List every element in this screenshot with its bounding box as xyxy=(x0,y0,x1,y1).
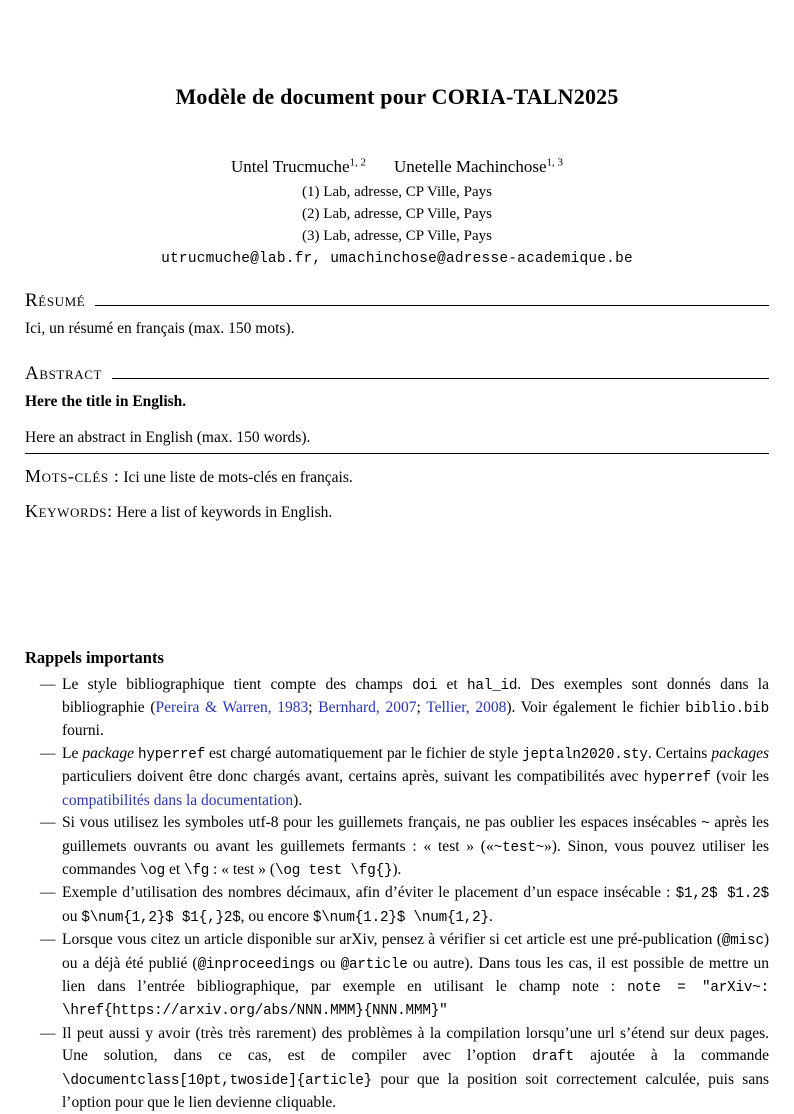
text-segment: fourni. xyxy=(62,722,104,740)
text-segment: , ou encore xyxy=(240,907,313,925)
text-segment: $\num{1,2}$ $1{,}2$ xyxy=(81,909,241,926)
item-dash-marker: — xyxy=(40,814,56,832)
inline-link[interactable]: Bernhard, 2007 xyxy=(318,699,417,717)
text-segment: ). xyxy=(293,791,303,809)
affiliation-line: (2) Lab, adresse, CP Ville, Pays xyxy=(302,205,492,222)
keywords-text: Here a list of keywords in English. xyxy=(116,503,333,521)
resume-label: Résumé xyxy=(25,289,86,311)
text-segment: : « test » ( xyxy=(209,860,276,878)
item-dash-marker: — xyxy=(40,1024,56,1042)
text-segment: \og xyxy=(139,862,166,879)
paper-title: Modèle de document pour CORIA-TALN2025 xyxy=(175,84,619,109)
text-segment: \fg xyxy=(184,862,210,879)
resume-section-header xyxy=(25,291,769,310)
text-segment: note = "arXiv~: \href{https://arxiv.org/abs/NNN.MMM}{NNN.MMM}" xyxy=(62,979,769,1020)
text-segment: pour que la position soit correctement calculée, puis sans l’option pour que le lien devienne cliquable. xyxy=(62,1070,769,1111)
text-segment: hal_id xyxy=(467,677,518,694)
affiliation-line: (1) Lab, adresse, CP Ville, Pays xyxy=(302,183,492,200)
text-segment: . xyxy=(488,907,493,925)
list-item xyxy=(25,1023,769,1114)
resume-rule xyxy=(95,305,769,306)
author xyxy=(231,157,366,176)
item-text xyxy=(62,1023,769,1114)
text-segment: après les guillemets ouvrants ou avant les guillemets fermants : « test » (« xyxy=(62,814,770,855)
author-affiliation-sup: 1, 3 xyxy=(546,156,563,168)
text-segment: \og test \fg{} xyxy=(275,862,393,879)
authors-line xyxy=(25,156,769,177)
text-segment: hyperref xyxy=(643,770,711,787)
text-segment: »). Sinon, vous pouvez utiliser les commandes xyxy=(62,837,769,878)
text-segment: et xyxy=(437,675,468,693)
inline-link[interactable]: Tellier, 2008 xyxy=(426,699,507,717)
item-text xyxy=(62,743,769,812)
author xyxy=(394,157,563,176)
text-segment: ). Voir également le fichier xyxy=(506,699,686,717)
text-segment: package xyxy=(82,744,134,762)
keywords-label: Keywords: xyxy=(25,500,113,521)
text-segment: ou xyxy=(314,954,341,972)
text-segment: ou autre). Dans tous les cas, il est possible de mettre un lien dans l’entrée bibliographique, par exemple en utilisant le champ note : xyxy=(62,954,770,995)
resume-text: Ici, un résumé en français (max. 150 mots). xyxy=(25,319,295,337)
item-dash-marker: — xyxy=(40,675,56,693)
item-text xyxy=(62,674,769,743)
keywords-line xyxy=(25,502,769,524)
text-segment: . Des exemples sont donnés dans la bibliographie ( xyxy=(62,675,769,717)
text-segment: jeptaln2020.sty xyxy=(522,746,648,763)
text-segment: hyperref xyxy=(137,746,206,763)
text-segment: $\num{1.2}$ \num{1,2} xyxy=(312,909,489,926)
abstract-text: Here an abstract in English (max. 150 words). xyxy=(25,427,769,454)
item-text xyxy=(62,812,769,882)
text-segment: \documentclass[10pt,twoside]{article} xyxy=(62,1072,373,1089)
affiliations-block xyxy=(25,181,769,247)
text-segment: Le xyxy=(62,744,83,762)
text-segment: ; xyxy=(416,699,427,717)
author-name: Unetelle Machinchose xyxy=(394,156,547,176)
list-item xyxy=(25,674,769,743)
text-segment: particuliers doivent être donc chargés avant, certains après, suivant les compatibilités avec xyxy=(62,768,644,786)
text-segment: et xyxy=(165,860,184,878)
inline-link[interactable]: compatibilités dans la documentation xyxy=(62,791,294,809)
text-segment: (voir les xyxy=(710,768,769,786)
abstract-label: Abstract xyxy=(25,362,103,384)
abstract-section-header xyxy=(25,364,769,383)
text-segment: Le style bibliographique tient compte des champs xyxy=(62,675,413,693)
text-segment: biblio.bib xyxy=(685,701,769,718)
list-item xyxy=(25,882,769,929)
email-line: utrucmuche@lab.fr, umachinchose@adresse-academique.be xyxy=(161,250,633,267)
item-dash-marker: — xyxy=(40,884,56,902)
item-text xyxy=(62,929,769,1023)
motscles-line xyxy=(25,467,769,489)
motscles-label: Mots-clés : xyxy=(25,465,120,486)
author-affiliation-sup: 1, 2 xyxy=(349,156,367,168)
author-name: Untel Trucmuche xyxy=(231,156,350,176)
text-segment: ~test~ xyxy=(493,839,545,856)
text-segment: Lorsque vous citez un article disponible sur arXiv, pensez à vérifier si cet article est une pré-publication ( xyxy=(62,931,722,949)
text-segment: Il peut aussi y avoir (très très rarement) des problèmes à la compilation lorsqu’une url s’étend sur deux pages. Une solution, dans ce cas, est de compiler avec l’option xyxy=(62,1024,769,1065)
text-segment: ou xyxy=(62,907,82,925)
text-segment: packages xyxy=(711,744,769,762)
text-segment: doi xyxy=(412,677,438,694)
text-segment: @article xyxy=(340,956,408,973)
motscles-text: Ici une liste de mots-clés en français. xyxy=(123,468,353,486)
text-segment: draft xyxy=(532,1049,575,1066)
item-dash-marker: — xyxy=(40,931,56,949)
text-segment: ; xyxy=(308,699,319,717)
affiliation-line: (3) Lab, adresse, CP Ville, Pays xyxy=(302,227,492,244)
list-item xyxy=(25,812,769,882)
text-segment: $1,2$ $1.2$ xyxy=(675,886,769,903)
reminders-list xyxy=(25,674,769,1114)
text-segment: ) ou a déjà été publié ( xyxy=(62,931,769,972)
text-segment: . Certains xyxy=(647,744,712,762)
item-text xyxy=(62,882,769,929)
english-title: Here the title in English. xyxy=(25,392,187,410)
list-item xyxy=(25,929,769,1023)
inline-link[interactable]: Pereira & Warren, 1983 xyxy=(155,699,309,717)
text-segment: ~ xyxy=(701,816,710,833)
list-item xyxy=(25,743,769,812)
text-segment: ajoutée à la commande xyxy=(574,1047,769,1065)
text-segment: Si vous utilisez les symboles utf-8 pour les guillemets français, ne pas oublier les espaces insécables xyxy=(62,814,702,832)
abstract-rule xyxy=(112,378,769,379)
section-heading: Rappels importants xyxy=(25,647,164,667)
text-segment: est chargé automatiquement par le fichier de style xyxy=(205,744,523,762)
item-dash-marker: — xyxy=(40,744,56,762)
text-segment: @misc xyxy=(721,933,764,950)
text-segment: @inproceedings xyxy=(197,956,315,973)
text-segment: ). xyxy=(392,860,402,878)
text-segment: Exemple d’utilisation des nombres décimaux, afin d’éviter le placement d’un espace insécable : xyxy=(62,884,676,902)
